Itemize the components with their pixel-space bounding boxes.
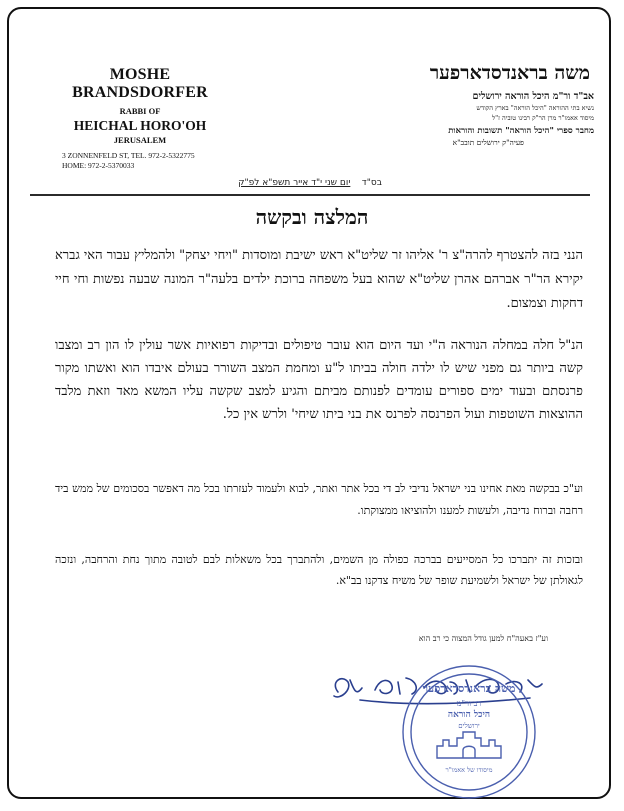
date-line xyxy=(210,178,410,188)
rabbi-title-english: RABBI OF xyxy=(119,106,161,116)
paragraph-4: ובזכות זה יתברכו כל המסייעים בברכה כפולה מן השמים, ולהתברך בכל משאלות לבם לטובה מתוך נחת והרחבה, ונזכה לגאולתן של ישראל ולשמיעת שופר של משיח צדקנו בב"א. xyxy=(55,553,583,587)
hebrew-line-5: פעיה"ק ירושלים תובב"א xyxy=(452,138,524,147)
home-phone-line: HOME: 972-2-5370033 xyxy=(62,161,135,170)
address-block xyxy=(40,151,240,171)
stamp-sub4: מיסודו של אאמו"ר xyxy=(445,766,493,774)
paragraph-1: הנני בזה להצטרף להרה"צ ר' אליהו זר שליט"א ראש ישיבת ומוסדות "ויחי יצחק" ולהמליץ עבור האי גברא יקירא הר"ר אברהם אהרן שליט"א שהוא בעל משפחה ברוכת ילדים בלעה"ר המונה שבעה נפשות וחי חיי דחקות וצמצום. xyxy=(55,248,583,311)
paragraph-2: הנ"ל חלה במחלה הנוראה ה"י ועד היום הוא עובר טיפולים ובדיקות רפואיות אשר עולין לו הון רב ומצבו קשה ביותר גם מפני שיש לו ילדה חולה בביתו ל"ע ומחמת המצב השורר בעולם איבדו הוא ואשתו מקור פרנסתם ובעוד ימים ספורים עומדים לפנותם מביתם והגיע למצב שקשה עליו המשא מאד וזאת מלבד ההוצאות השוטפות ועול הפרנסה לפרנס את בני ביתו שיחי' ולרש אין כל. xyxy=(55,338,583,422)
date-prefix: בס"ד xyxy=(361,178,382,188)
hebrew-line-2: נשיא בתי ההוראה "היכל הוראה" בארץ הקודש xyxy=(476,104,594,112)
address-line: 3 ZONNENFELD ST, TEL. 972-2-5322775 xyxy=(62,151,195,160)
hebrew-line-3: מיסוד אאמו"ר מרן הר"ק רבינו טוביה ז"ל xyxy=(492,114,594,122)
stamp-sub3: ירושלים xyxy=(458,722,480,730)
stamp-name: משה בראנדסדארפער xyxy=(422,682,516,695)
hebrew-letterhead xyxy=(344,62,594,147)
institution-english: HEICHAL HORO'OH xyxy=(73,118,207,133)
stamp-sub1: רב ור"מ xyxy=(456,699,482,708)
stamp-sub2: היכל הוראה xyxy=(447,710,491,720)
letter-title: המלצה ובקשה xyxy=(255,205,369,229)
closing-line: וע"ז באעה"ח למען גודל המצוה כי רב הוא xyxy=(418,634,548,643)
english-letterhead xyxy=(40,66,240,171)
rabbinical-stamp-seal xyxy=(397,660,541,804)
header-divider xyxy=(30,194,590,196)
city-english: JERUSALEM xyxy=(113,135,167,145)
paragraph-3: וע"כ בבקשה מאת אחינו בני ישראל נדיבי לב די בכל אתר ואתר, לבוא ולעמוד לעזרתו בכל מה דאפשר בסכומים של ממש ביד רחבה וברוח נדיבה, ולעשות למענו ולהוציאו ממצוקתו. xyxy=(55,482,583,517)
rabbi-name-hebrew: משה בראנדסדארפער xyxy=(429,62,590,84)
hebrew-line-1: אב"ד ור"מ היכל הוראה ירושלים xyxy=(472,91,594,102)
date-text: יום שני י"ד אייר תשפ"א לפ"ק xyxy=(238,178,351,188)
hebrew-line-4: מחבר ספרי "היכל הוראה" תשובות והוראות xyxy=(448,126,594,136)
rabbi-name-english: MOSHE BRANDSDORFER xyxy=(72,66,208,101)
